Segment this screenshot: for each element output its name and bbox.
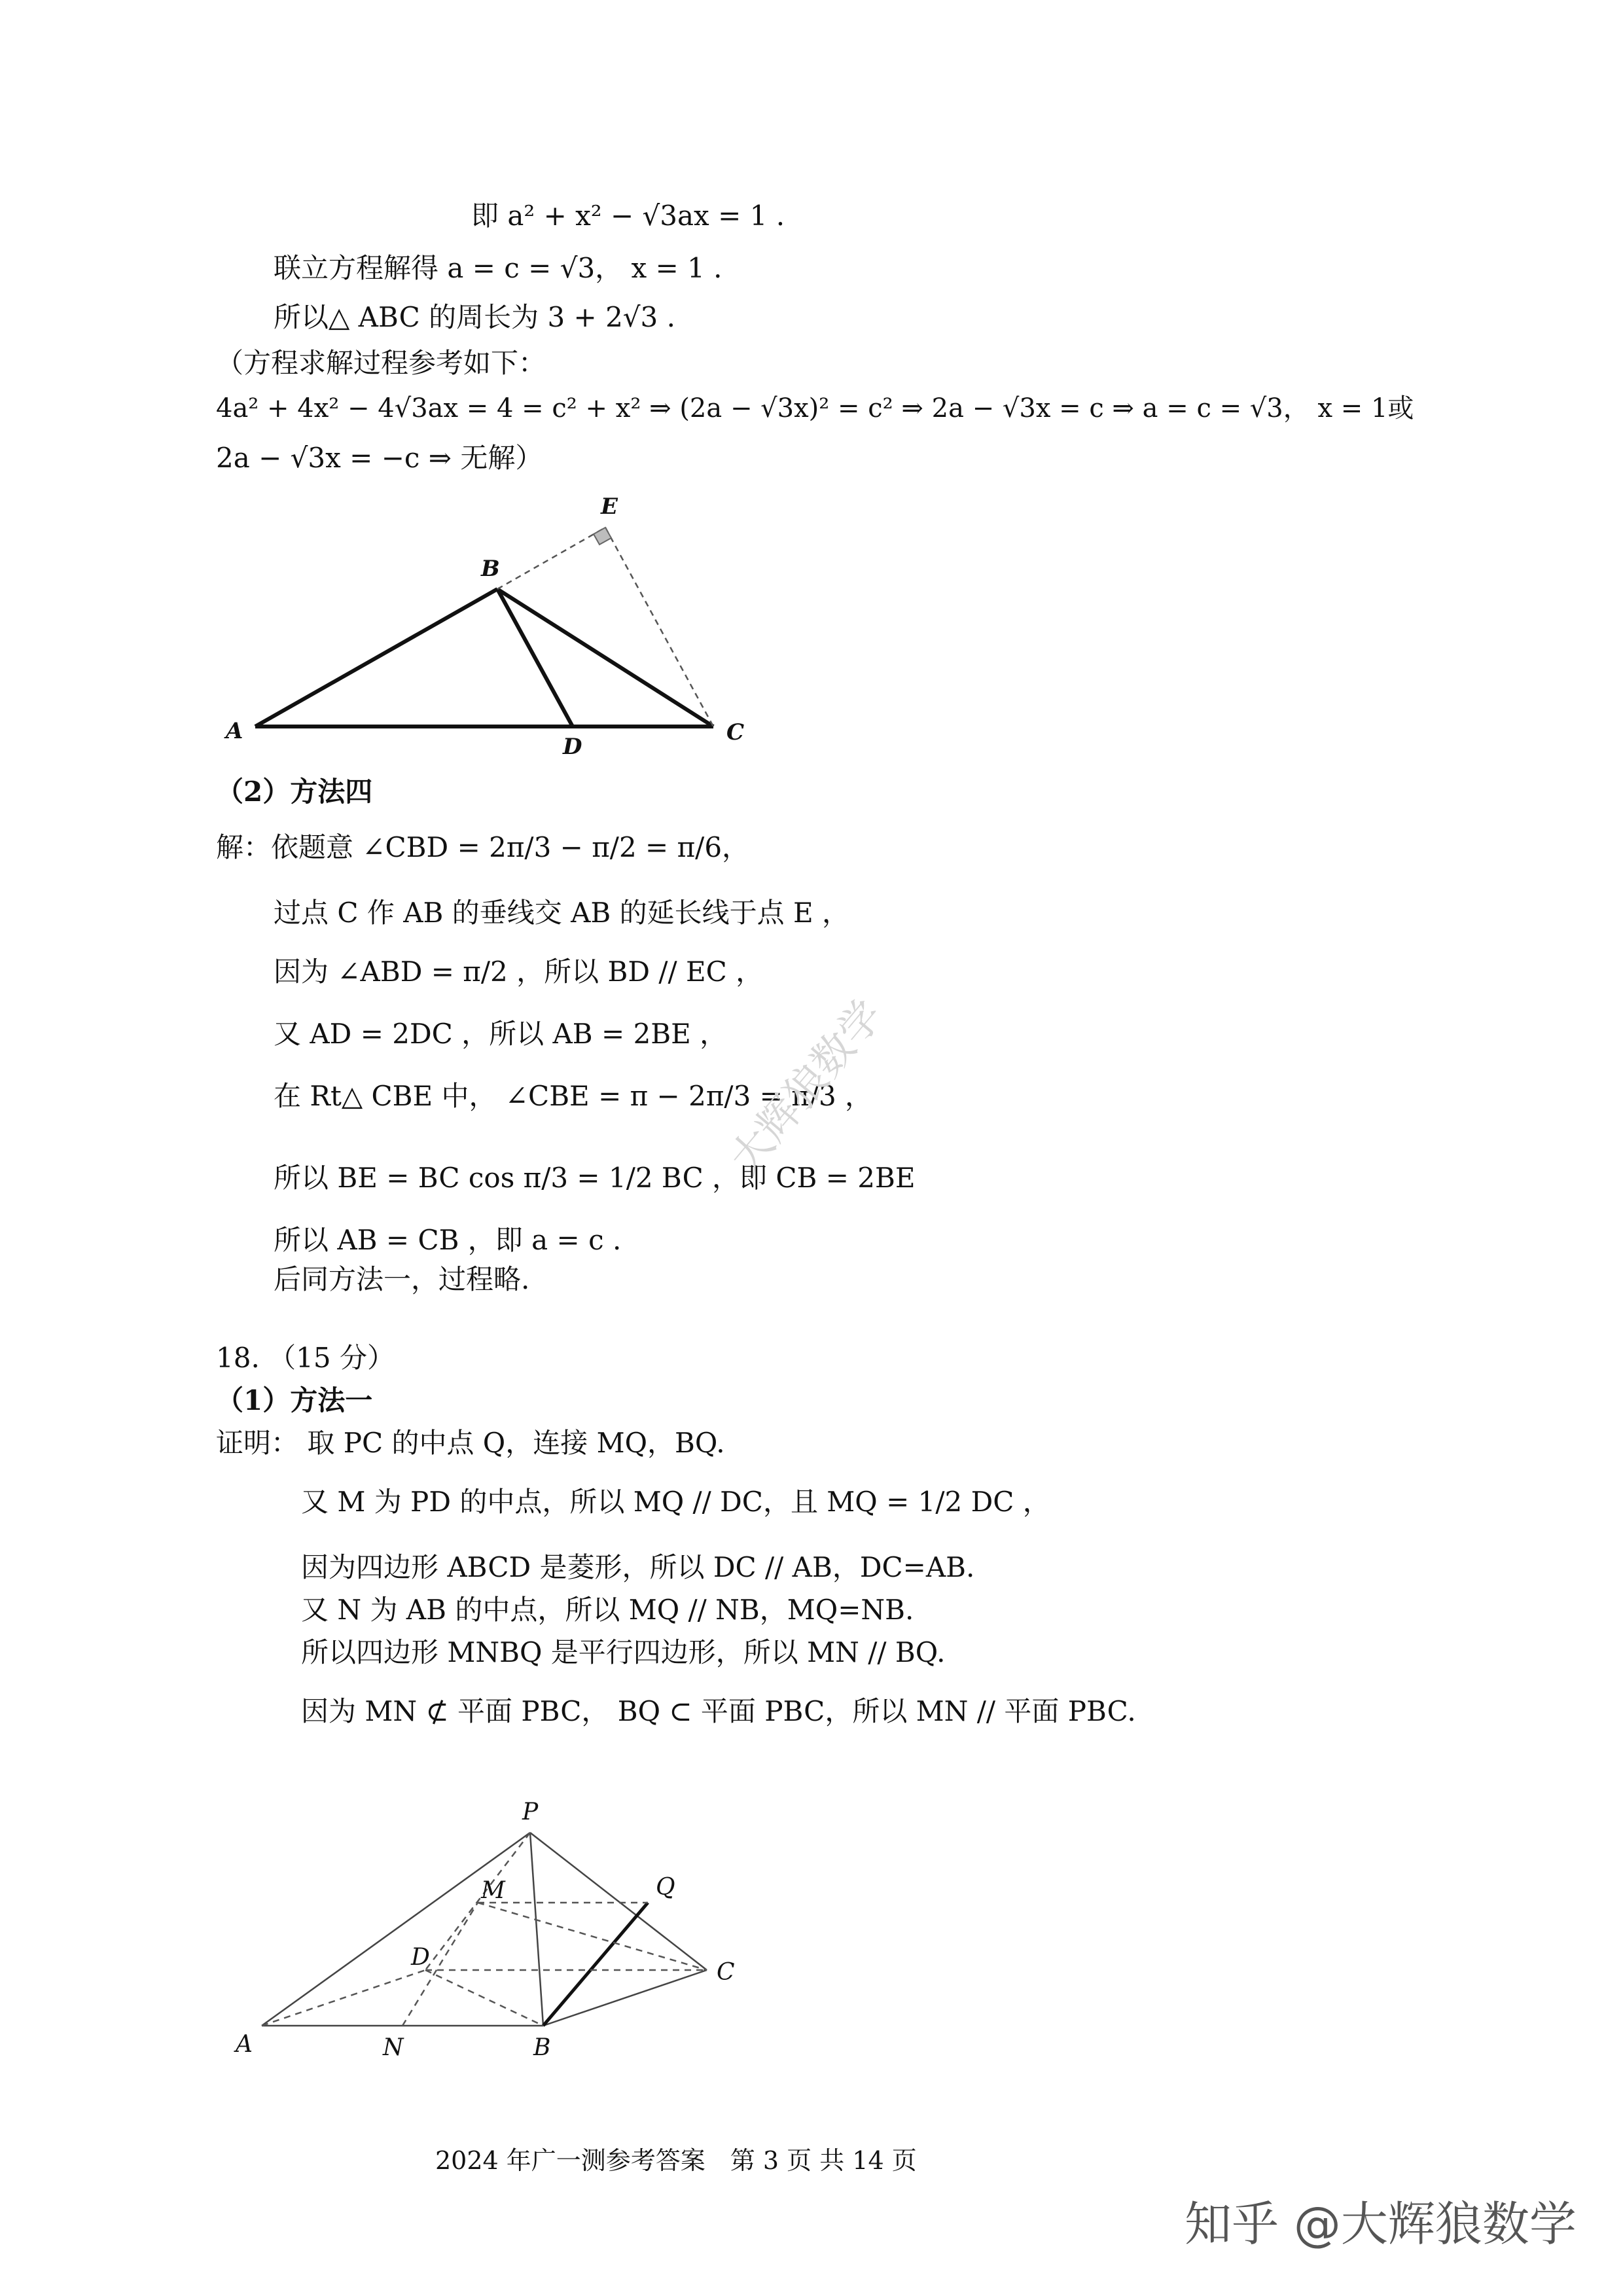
solution-line-1: 解：依题意 ∠CBD = 2π/3 − π/2 = π/6， — [216, 831, 750, 863]
edge-pc — [530, 1833, 707, 1970]
proof-line-3: 因为四边形 ABCD 是菱形，所以 DC // AB，DC=AB. — [301, 1551, 975, 1583]
solve-result-line: 联立方程解得 a = c = √3， x = 1 . — [274, 252, 722, 284]
segment-db-dashed — [425, 1970, 543, 2026]
segment-bc — [497, 589, 713, 726]
label-pyr-p: P — [522, 1799, 539, 1825]
segment-mc-dashed — [478, 1903, 707, 1970]
solution-line-4: 又 AD = 2DC ，所以 AB = 2BE ， — [274, 1018, 728, 1050]
edge-pa — [262, 1833, 530, 2026]
perimeter-line: 所以△ ABC 的周长为 3 + 2√3 . — [274, 301, 675, 333]
proof-line-6: 因为 MN ⊄ 平面 PBC， BQ ⊂ 平面 PBC，所以 MN // 平面 PBC. — [301, 1695, 1136, 1727]
pyramid-figure — [216, 1780, 772, 2062]
note-heading: （方程求解过程参考如下： — [216, 347, 546, 379]
solution-line-7: 所以 AB = CB ，即 a = c . — [274, 1224, 622, 1256]
proof-line-1: 证明： 取 PC 的中点 Q，连接 MQ，BQ. — [216, 1427, 725, 1459]
equation-line-1: 即 a² + x² − √3ax = 1 . — [471, 200, 785, 232]
derivation-line-1: 4a² + 4x² − 4√3ax = 4 = c² + x² ⇒ (2a − √3x)² = c² ⇒ 2a − √3x = c ⇒ a = c = √3， x = 1或 — [216, 393, 1414, 423]
part2-heading: （2）方法四 — [216, 776, 373, 808]
segment-ab — [255, 589, 497, 726]
label-pyr-c: C — [717, 1959, 735, 1986]
solution-line-5: 在 Rt△ CBE 中， ∠CBE = π − 2π/3 = π/3 ， — [274, 1080, 873, 1112]
label-pyr-d: D — [411, 1944, 430, 1971]
solution-line-3: 因为 ∠ABD = π/2 ，所以 BD // EC ， — [274, 956, 764, 988]
proof-line-4: 又 N 为 AB 的中点，所以 MQ // NB，MQ=NB. — [301, 1594, 914, 1626]
segment-ec-dashed — [605, 528, 713, 726]
edge-ad-dashed — [262, 1970, 425, 2026]
label-a: A — [226, 718, 243, 744]
brand-watermark: 知乎 @大辉狼数学 — [1185, 2197, 1577, 2251]
solution-line-6: 所以 BE = BC cos π/3 = 1/2 BC ，即 CB = 2BE — [274, 1162, 916, 1194]
page-footer: 2024 年广一测参考答案 第 3 页 共 14 页 — [435, 2146, 917, 2175]
label-pyr-q: Q — [656, 1874, 675, 1901]
solution-line-8: 后同方法一，过程略. — [274, 1263, 530, 1295]
derivation-line-2: 2a − √3x = −c ⇒ 无解） — [216, 442, 543, 474]
label-pyr-a: A — [236, 2031, 253, 2058]
edge-pd-dashed — [425, 1833, 530, 1970]
right-angle-marker — [594, 528, 611, 545]
proof-line-5: 所以四边形 MNBQ 是平行四边形，所以 MN // BQ. — [301, 1636, 946, 1668]
triangle-figure — [216, 484, 772, 766]
label-pyr-b: B — [533, 2034, 551, 2061]
label-b: B — [481, 556, 500, 582]
label-e: E — [601, 493, 618, 520]
watermark: 大辉狼数学 — [721, 991, 893, 1183]
segment-bd — [497, 589, 573, 726]
solution-line-2: 过点 C 作 AB 的垂线交 AB 的延长线于点 E ， — [274, 897, 849, 929]
label-pyr-n: N — [383, 2034, 404, 2061]
label-d: D — [563, 734, 582, 760]
label-c: C — [726, 719, 745, 745]
part1-heading: （1）方法一 — [216, 1384, 373, 1416]
label-pyr-m: M — [481, 1877, 505, 1904]
edge-pb — [530, 1833, 543, 2026]
segment-be-dashed — [497, 528, 605, 589]
proof-line-2: 又 M 为 PD 的中点，所以 MQ // DC，且 MQ = 1/2 DC ， — [301, 1486, 1050, 1518]
problem-18-heading: 18. （15 分） — [216, 1342, 395, 1374]
